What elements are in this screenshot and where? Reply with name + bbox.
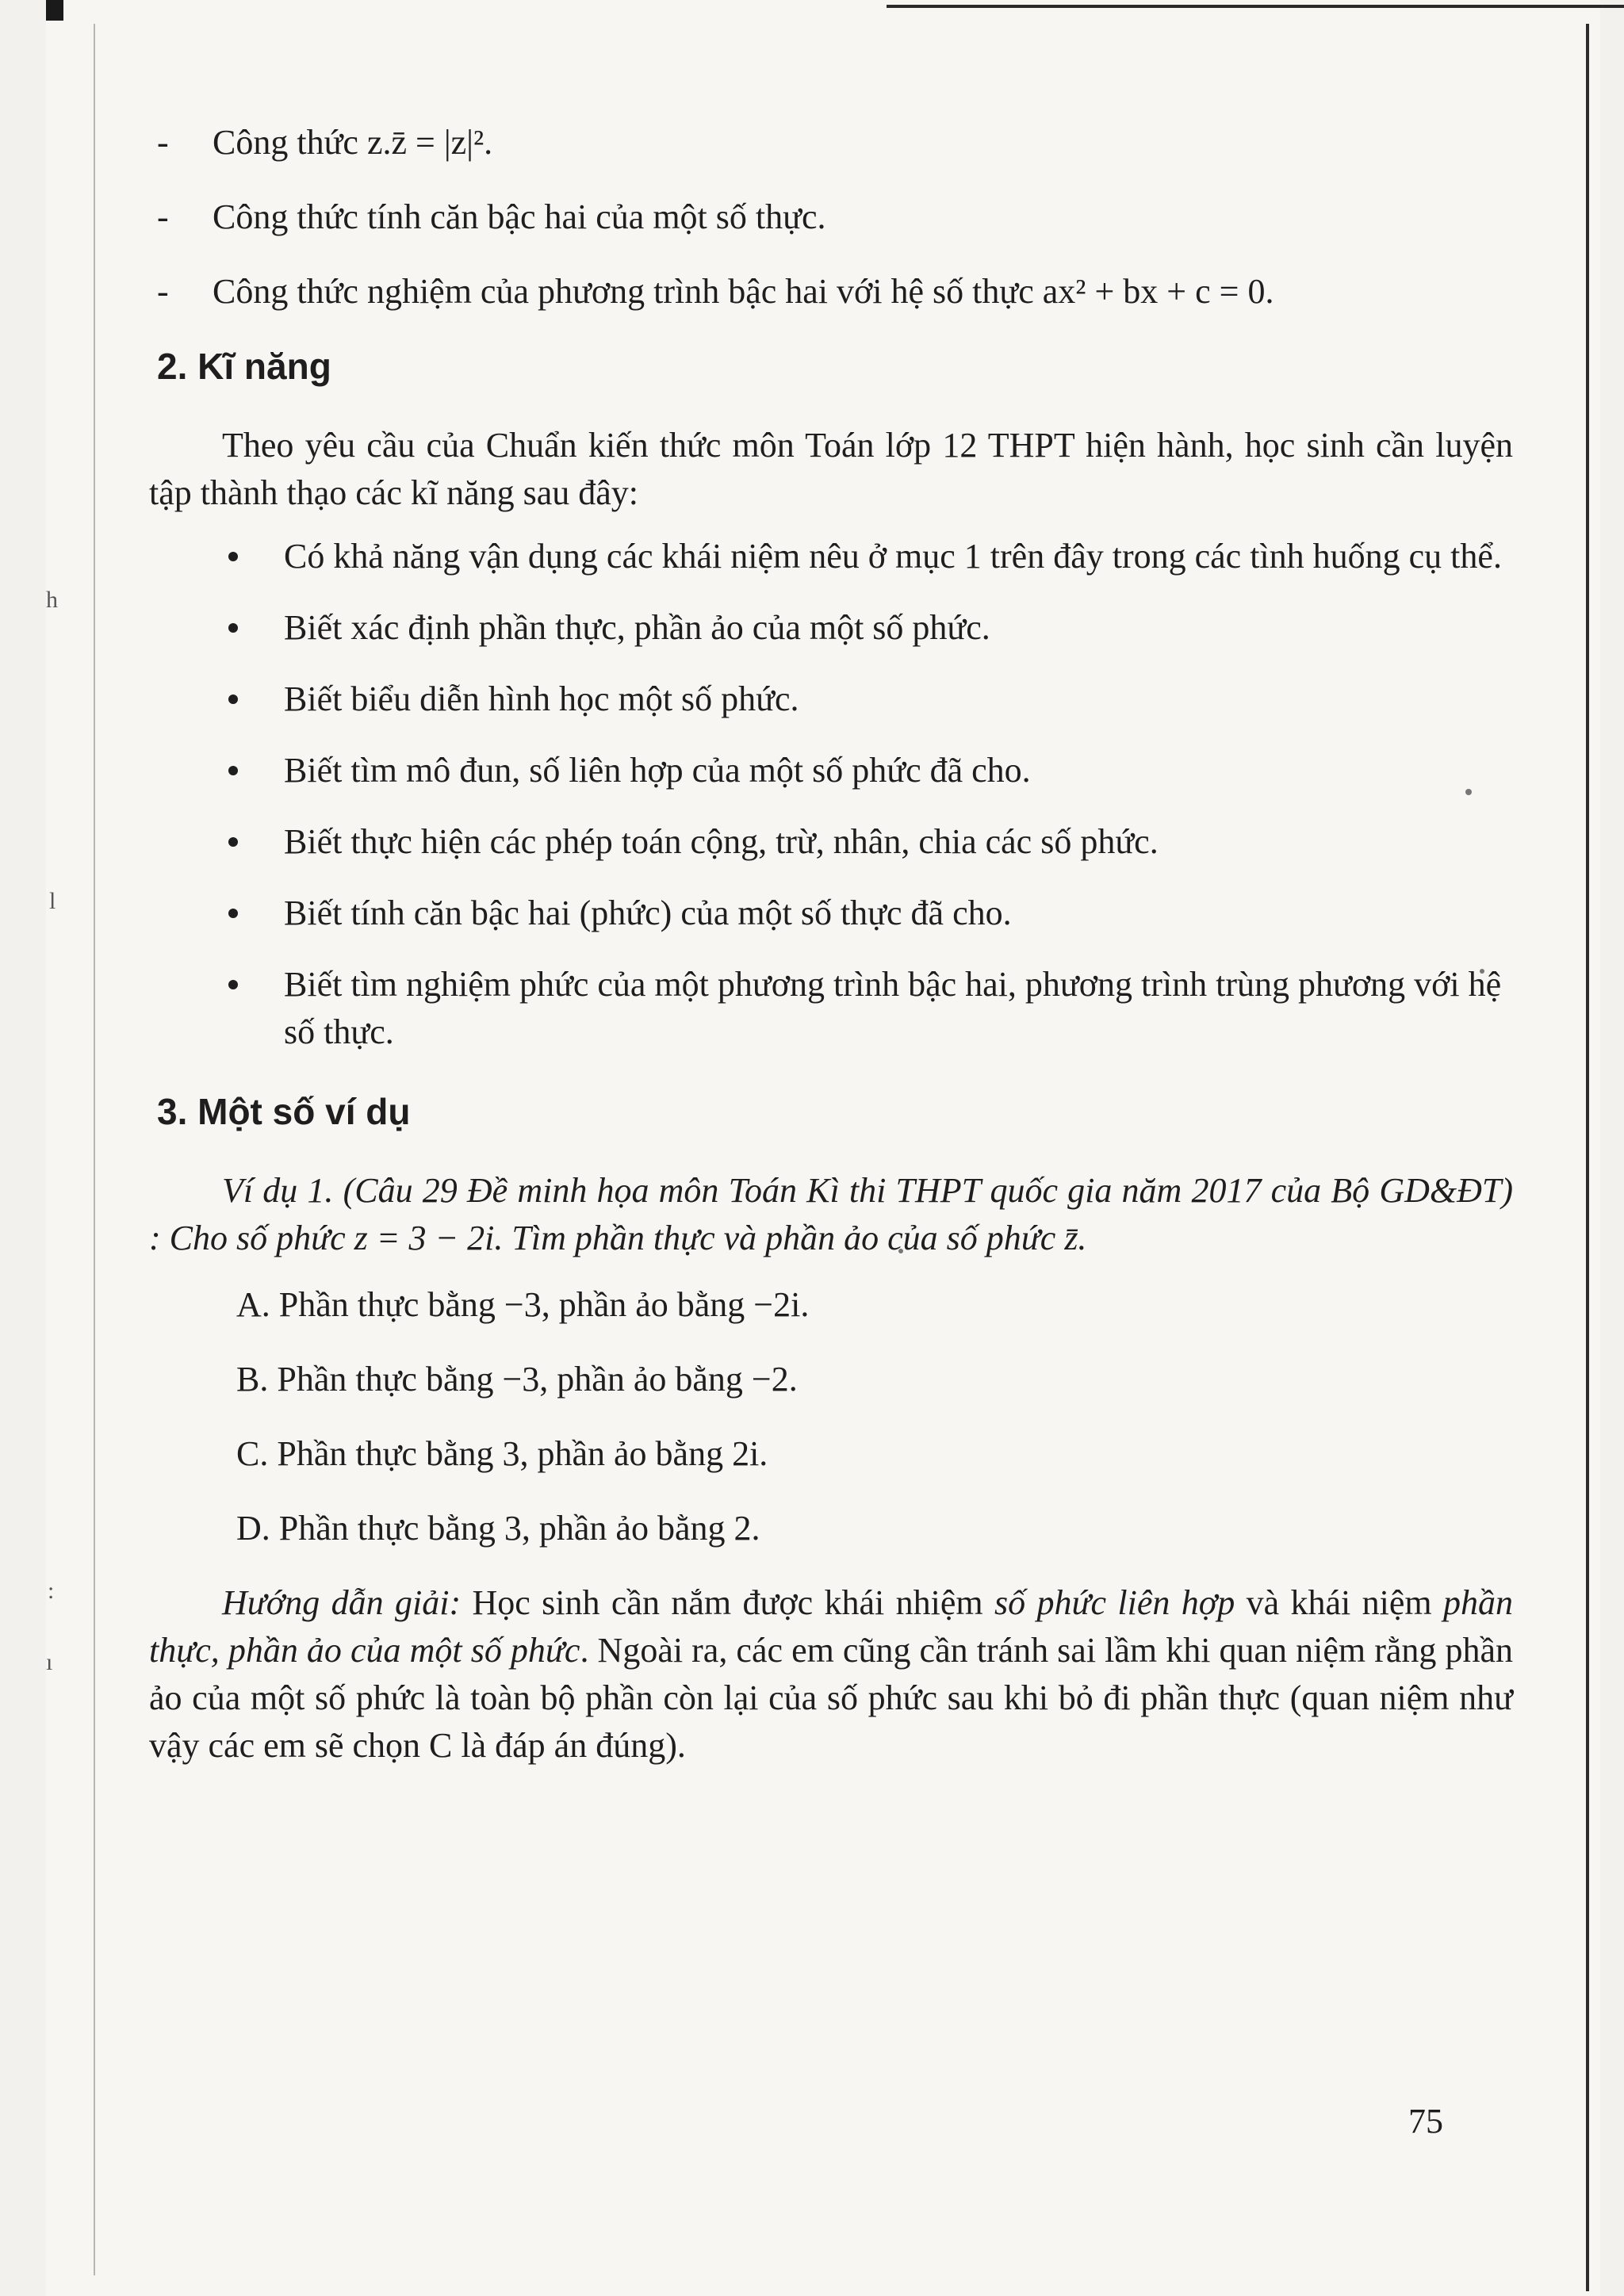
right-page-edge: [1586, 24, 1589, 2291]
margin-mark: ı: [46, 1649, 53, 1675]
page-content: [149, 119, 1513, 1785]
section-heading-ki-nang: 2. Kĩ năng: [157, 346, 331, 387]
bullet-icon: [228, 552, 238, 561]
section-heading-vi-du: 3. Một số ví dụ: [157, 1091, 411, 1132]
guide-term: phần thực, phần ảo của một số phức: [149, 1583, 1514, 1670]
page-fold-edge: [94, 24, 95, 2275]
solution-guide: Hướng dẫn giải: Học sinh cần nắm được khái nhiệm số phức liên hợp và khái niệm phần thực, phần ảo của một số phức. Ngoài ra, các em cũng cần tránh sai lầm khi quan niệm rằng phần ảo của một số phức là toàn bộ phần còn lại của số phức sau khi bỏ đi phần thực (quan niệm như vậy các em sẽ chọn C là đáp án đúng).: [149, 1583, 1514, 1765]
formula-item: - Công thức z.z̄ = |z|².: [157, 123, 493, 162]
answer-options: [149, 1281, 1513, 1552]
margin-mark: l: [49, 888, 56, 914]
margin-mark: :: [48, 1578, 55, 1604]
book-page: [46, 0, 1600, 2296]
bullet-icon: [228, 695, 238, 704]
bullet-icon: [228, 909, 238, 918]
page-number: 75: [1408, 2102, 1443, 2141]
example-statement: [149, 1167, 1513, 1262]
bullet-icon: [228, 837, 238, 847]
guide-term: số phức liên hợp: [994, 1583, 1235, 1622]
skill-item: Biết tìm nghiệm phức của một phương trình bậc hai, phương trình trùng phương với hệ số thực.: [149, 961, 1513, 1056]
skill-item: Biết thực hiện các phép toán cộng, trừ, nhân, chia các số phức.: [149, 818, 1513, 866]
skill-list: [149, 533, 1513, 1056]
bullet-icon: [228, 980, 238, 989]
bullet-icon: [228, 766, 238, 775]
scan-corner-mark: [46, 0, 63, 21]
formula-item: - Công thức nghiệm của phương trình bậc hai với hệ số thực ax² + bx + c = 0.: [157, 272, 1274, 311]
answer-option-a: A. Phần thực bằng −3, phần ảo bằng −2i.: [236, 1285, 810, 1324]
skill-item: Biết biểu diễn hình học một số phức.: [149, 675, 1513, 723]
answer-option-b: B. Phần thực bằng −3, phần ảo bằng −2.: [236, 1360, 798, 1399]
formula-list: [149, 119, 1513, 316]
margin-mark: h: [46, 587, 58, 613]
example-text: (Câu 29 Đề minh họa môn Toán Kì thi THPT quốc gia năm 2017 của Bộ GD&ĐT) : Cho số phức z = 3 − 2i. Tìm phần thực và phần ảo của số phức z̄.: [149, 1171, 1513, 1257]
formula-item: - Công thức tính căn bậc hai của một số thực.: [157, 197, 826, 236]
section-intro: Theo yêu cầu của Chuẩn kiến thức môn Toán lớp 12 THPT hiện hành, học sinh cần luyện tập thành thạo các kĩ năng sau đây:: [149, 426, 1513, 512]
bullet-icon: [228, 623, 238, 633]
guide-label: Hướng dẫn giải:: [222, 1583, 462, 1622]
skill-item: Biết xác định phần thực, phần ảo của một số phức.: [149, 604, 1513, 652]
example-label: Ví dụ 1.: [222, 1171, 334, 1210]
skill-item: Biết tìm mô đun, số liên hợp của một số phức đã cho.: [149, 747, 1513, 794]
skill-item: Có khả năng vận dụng các khái niệm nêu ở mục 1 trên đây trong các tình huống cụ thể.: [149, 533, 1513, 580]
answer-option-c: C. Phần thực bằng 3, phần ảo bằng 2i.: [236, 1434, 768, 1473]
top-rule: [887, 5, 1624, 8]
skill-item: Biết tính căn bậc hai (phức) của một số thực đã cho.: [149, 890, 1513, 937]
answer-option-d: D. Phần thực bằng 3, phần ảo bằng 2.: [236, 1509, 760, 1548]
